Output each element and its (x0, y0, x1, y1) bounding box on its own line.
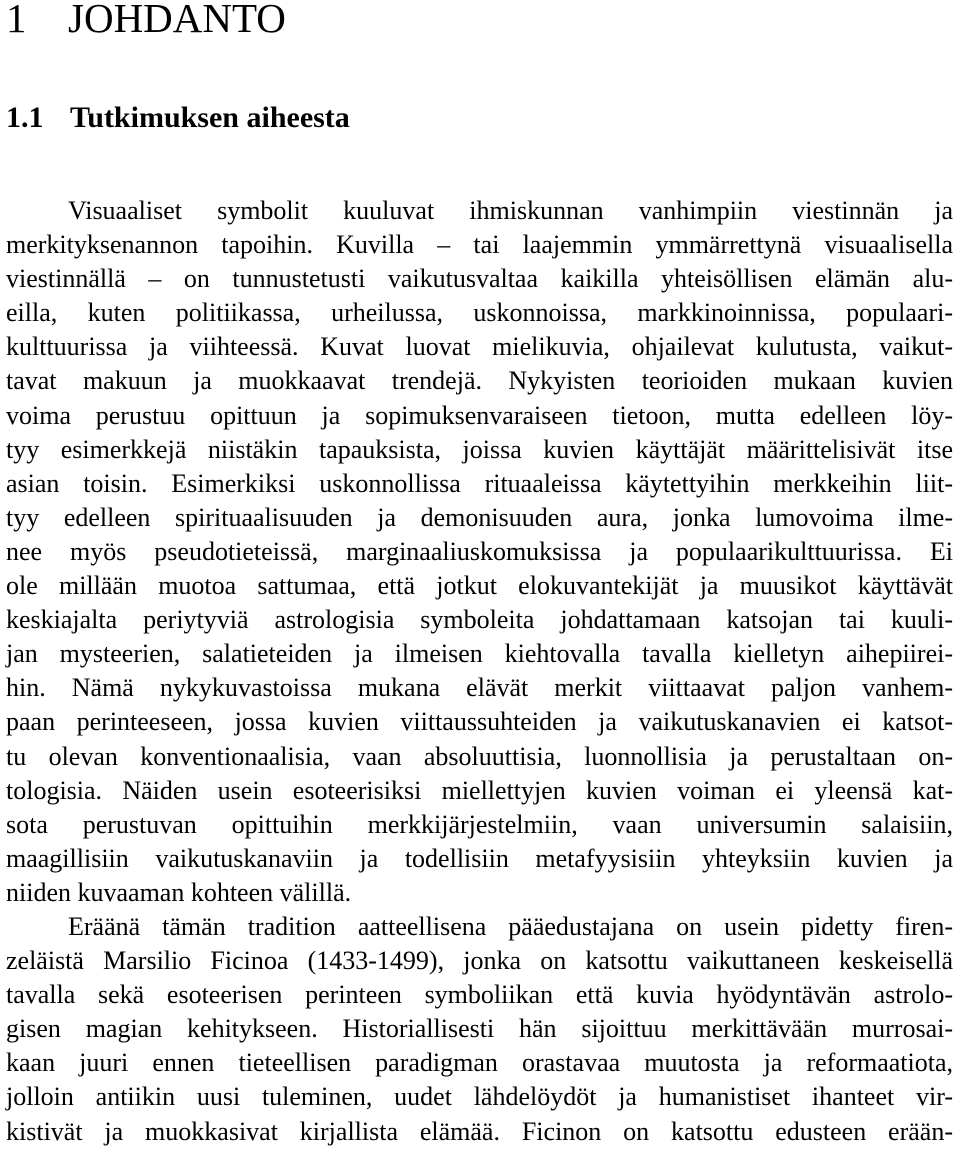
text-line: zeläistä Marsilio Ficinoa (1433-1499), jonka on katsottu vaikuttaneen keskeisellä (6, 946, 953, 976)
text-line: paan perinteeseen, jossa kuvien viittaussuhteiden ja vaikutuskanavien ei katsot- (6, 707, 953, 737)
text-line: kistivät ja muokkasivat kirjallista elämää. Ficinon on katsottu edusteen erään- (6, 1116, 953, 1146)
text-line: Visuaaliset symbolit kuuluvat ihmiskunnan vanhimpiin viestinnän ja (68, 196, 953, 225)
text-line: gisen magian kehitykseen. Historiallisesti hän sijoittuu merkittävään murrosai- (6, 1014, 953, 1044)
text-line: merkityksenannon tapoihin. Kuvilla – tai laajemmin ymmärrettynä visuaalisella (6, 230, 953, 260)
text-line: jan mysteerien, salatieteiden ja ilmeisen kiehtovalla tavalla kielletyn aihepiirei- (6, 639, 953, 669)
text-line: kaan juuri ennen tieteellisen paradigman orastavaa muutosta ja reformaatiota, (6, 1048, 953, 1078)
text-line: tavalla sekä esoteerisen perinteen symboliikan että kuvia hyödyntävän astrolo- (6, 980, 953, 1010)
text-line: eilla, kuten politiikassa, urheilussa, uskonnoissa, markkinoinnissa, populaari- (6, 298, 953, 328)
chapter-title: JOHDANTO (68, 0, 286, 41)
text-line: ole millään muotoa sattumaa, että jotkut elokuvantekijät ja muusikot käyttävät (6, 571, 953, 601)
section-title: Tutkimuksen aiheesta (70, 101, 350, 134)
text-line: tavat makuun ja muokkaavat trendejä. Nykyisten teorioiden mukaan kuvien (6, 366, 953, 396)
text-line: sota perustuvan opittuihin merkkijärjestelmiin, vaan universumin salaisiin, (6, 809, 953, 839)
text-line: asian toisin. Esimerkiksi uskonnollissa rituaaleissa käytettyihin merkkeihin liit- (6, 468, 953, 498)
body-text (0, 194, 960, 1149)
text-line: kulttuurissa ja viihteessä. Kuvat luovat mielikuvia, ohjailevat kulutusta, vaikut- (6, 332, 953, 362)
section-number: 1.1 (6, 101, 44, 134)
text-line: jolloin antiikin uusi tuleminen, uudet lähdelöydöt ja humanistiset ihanteet vir- (6, 1082, 953, 1112)
text-line: maagillisiin vaikutuskanaviin ja todellisiin metafyysisiin yhteyksiin kuvien ja (6, 843, 953, 873)
text-line: voima perustuu opittuun ja sopimuksenvaraiseen tietoon, mutta edelleen löy- (6, 400, 953, 430)
text-line: viestinnällä – on tunnustetusti vaikutusvaltaa kaikilla yhteisöllisen elämän alu- (6, 264, 953, 294)
section-heading (6, 98, 350, 138)
text-line: nee myös pseudotieteissä, marginaaliuskomuksissa ja populaarikulttuurissa. Ei (6, 536, 953, 566)
chapter-number: 1 (6, 0, 27, 41)
text-line: keskiajalta periytyviä astrologisia symboleita johdattamaan katsojan tai kuuli- (6, 605, 953, 635)
text-line: Eräänä tämän tradition aatteellisena pääedustajana on usein pidetty firen- (68, 911, 953, 941)
text-line: tologisia. Näiden usein esoteerisiksi miellettyjen kuvien voiman ei yleensä kat- (6, 775, 953, 805)
text-line: tyy edelleen spirituaalisuuden ja demonisuuden aura, jonka lumovoima ilme- (6, 502, 953, 532)
text-line: hin. Nämä nykykuvastoissa mukana elävät merkit viittaavat paljon vanhem- (6, 673, 953, 703)
text-line: niiden kuvaaman kohteen välillä. (6, 877, 352, 907)
text-line: tyy esimerkkejä niistäkin tapauksista, joissa kuvien käyttäjät määrittelisivät itse (6, 434, 953, 464)
text-line: tu olevan konventionaalisia, vaan absoluuttisia, luonnollisia ja perustaltaan on- (6, 741, 953, 771)
chapter-heading (6, 0, 286, 40)
